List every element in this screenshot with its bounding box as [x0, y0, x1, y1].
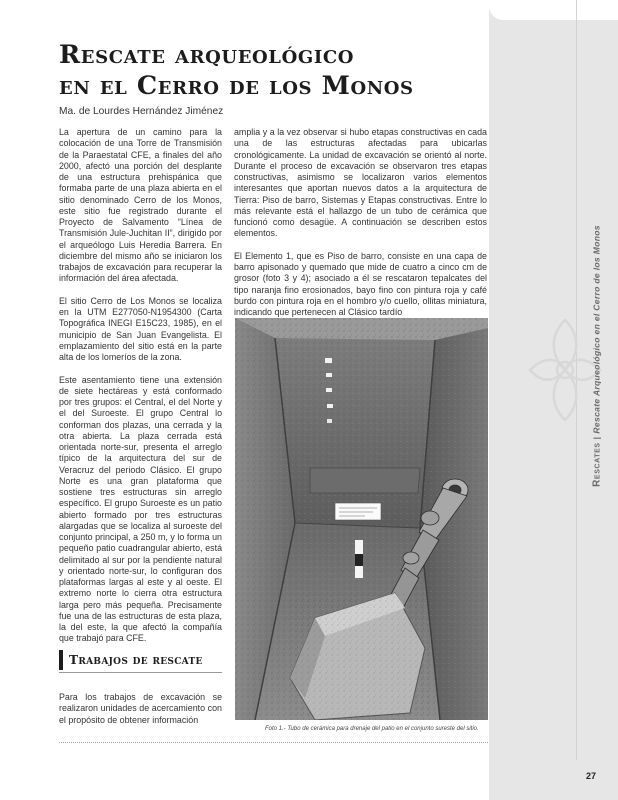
section-heading-rule	[59, 672, 222, 673]
side-band-top-notch	[489, 0, 618, 20]
paragraph: La apertura de un camino para la colocación de una Torre de Transmisión de la Paraestatal CFE, a finales del año 2000, afectó una porción del desplante de una estructura prehispánica que formaba parte de una plaza abierta en el sitio denominado Cerro de los Monos, este sitio fue registrado durante el Proyecto de Salvamento “Línea de Transmisión Jule-Juchitan II”, dirigido por el arqueólogo Luis Heredia Barrera. En diciembre del mismo año se iniciaron los trabajos de excavación para recuperar la información del área afectada.	[59, 127, 222, 284]
right-text-column	[234, 127, 487, 330]
section-separator: |	[591, 436, 602, 440]
running-article-title: Rescate Arqueológico en el Cerro de los Monos	[591, 225, 602, 434]
article-title	[59, 40, 479, 102]
excavation-photo-illustration	[235, 318, 488, 720]
section-name: Rescates	[591, 442, 603, 487]
paragraph: amplia y a la vez observar si hubo etapas constructivas en cada una de las estructuras afectadas para ubicarlas cronológicamente. La unidad de excavación se orientó al norte. Durante el proceso de excavación se observaron tres etapas constructivas, asimismo se localizaron varios elementos interesantes que aportan nuevos datos a la arquitectura de Tierra: Piso de barro, Sistemas y Etapas constructivas. Entre lo más relevante está el hallazgo de un tubo de cerámica que funcionó como desagüe. A continuación se describen estos elementos.	[234, 127, 487, 239]
paragraph: El Elemento 1, que es Piso de barro, consiste en una capa de barro apisonado y quemado que mide de cuatro a cinco cm de grosor (foto 3 y 4); asociado a él se rescataron tepalcates del tipo naranja fino erosionados, bayo fino con pintura roja y café burdo con pintura roja en el hombro y/o cuello, ollitas miniatura, indicando que pertenecen al Clásico tardío	[234, 250, 487, 317]
left-bottom-text	[59, 692, 222, 737]
section-heading: Trabajos de rescate	[59, 650, 222, 670]
article-author: Ma. de Lourdes Hernández Jiménez	[59, 106, 224, 117]
running-section-label	[592, 225, 603, 487]
photo-caption: Foto 1.- Tubo de cerámica para drenaje del patio en el conjunto sureste del sitio.	[265, 726, 479, 732]
article-title-line-2: en el Cerro de los Monos	[59, 71, 414, 101]
paragraph: Este asentamiento tiene una extensión de siete hectáreas y está conformado por tres grupos: el Central, el del Norte y el del Suroeste. El grupo Central lo conforman dos plazas, una cerrada y la otra abierta. La plaza cerrada está orientada norte-sur, presenta el arreglo típico de la arquitectura del sur de Veracruz del periodo Clásico. El grupo Norte es una gran plataforma que sostiene tres estructuras sin arreglo específico. El grupo Suroeste es un patio abierto formado por tres estructuras alargadas que se localiza al suroeste del conjunto principal, a 250 m, y lo forma un pequeño patio cuadrangular abierto, está delimitado al sur por la pendiente natural y orientado norte-sur, lo configuran dos plataformas largas al este y al oeste. El extremo norte lo cierra otra estructura larga pero más pequeña. Precisamente fue una de las estructuras de esta plaza, la del este, la que afectó la compañía que trabajó para CFE.	[59, 374, 222, 644]
article-title-line-1: Rescate arqueológico	[59, 40, 355, 70]
page-number: 27	[586, 771, 597, 781]
paragraph: Para los trabajos de excavación se realizaron unidades de acercamiento con el propósito de obtener información	[59, 692, 222, 725]
footer-rule	[59, 742, 488, 743]
left-text-column	[59, 127, 222, 656]
paragraph: El sitio Cerro de Los Monos se localiza en la UTM E277050-N1954300 (Carta Topográfica INEGI E15C23, 1985), en el municipio de San Juan Evangelista. El emplazamiento del sitio está en la parte alta de los lomeríos de la zona.	[59, 295, 222, 362]
excavation-photo	[235, 318, 488, 720]
